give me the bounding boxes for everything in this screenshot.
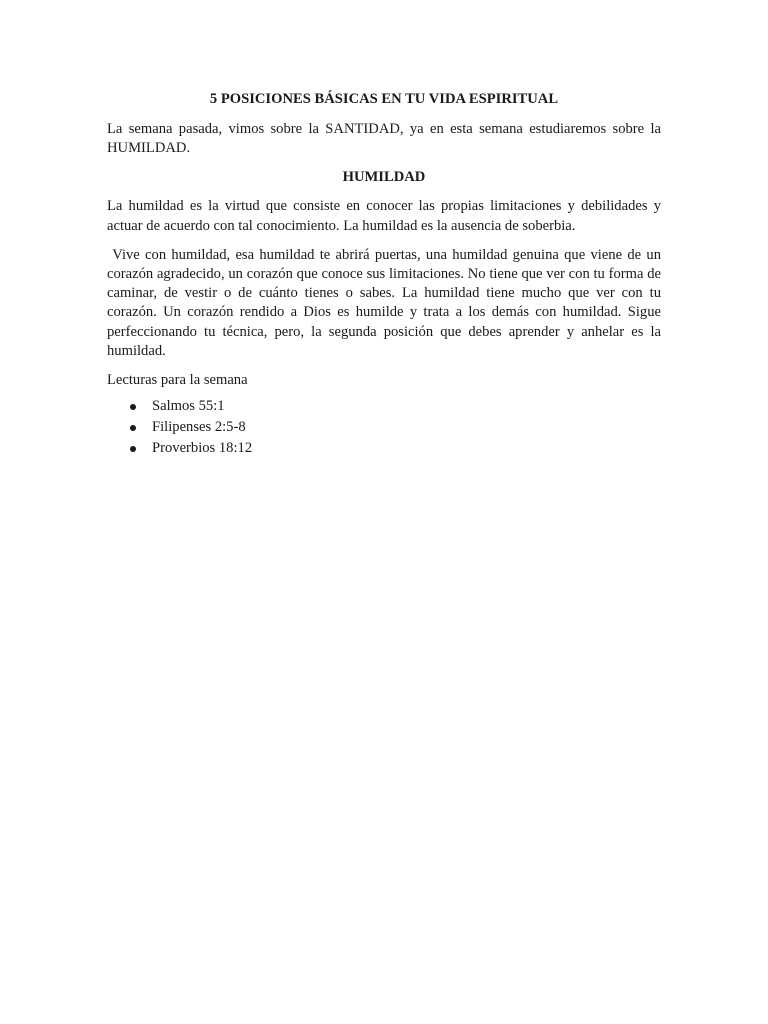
readings-label: Lecturas para la semana (107, 372, 248, 389)
section-heading-humildad: HUMILDAD (342, 169, 426, 186)
bullet-icon (130, 404, 136, 410)
reading-text: Salmos 55:1 (152, 398, 225, 415)
reading-text: Filipenses 2:5-8 (152, 419, 246, 436)
reading-item (107, 438, 661, 459)
reading-item (107, 417, 661, 438)
reading-item (107, 396, 661, 417)
bullet-icon (130, 425, 136, 431)
document-title: 5 POSICIONES BÁSICAS EN TU VIDA ESPIRITUAL (209, 91, 559, 107)
body-paragraph: Vive con humildad, esa humildad te abrirá puertas, una humildad genuina que viene de un corazón agradecido, un corazón que conoce sus limitaciones. No tiene que ver con tu forma de caminar, de vestir o de cuánto tienes o sabes. La humildad tiene mucho que ver con tu corazón. Un corazón rendido a Dios es humilde y trata a los demás con humildad. Sigue perfeccionando tu técnica, pero, la segunda posición que debes aprender y anhelar es la humildad. (107, 246, 665, 359)
reading-text: Proverbios 18:12 (152, 440, 253, 457)
intro-paragraph: La semana pasada, vimos sobre la SANTIDAD, ya en esta semana estudiaremos sobre la HUMILDAD. (107, 121, 661, 157)
bullet-icon (130, 446, 136, 452)
definition-paragraph: La humildad es la virtud que consiste en conocer las propias limitaciones y debilidades y actuar de acuerdo con tal conocimiento. La humildad es la ausencia de soberbia. (107, 198, 665, 234)
readings-list (107, 396, 661, 459)
